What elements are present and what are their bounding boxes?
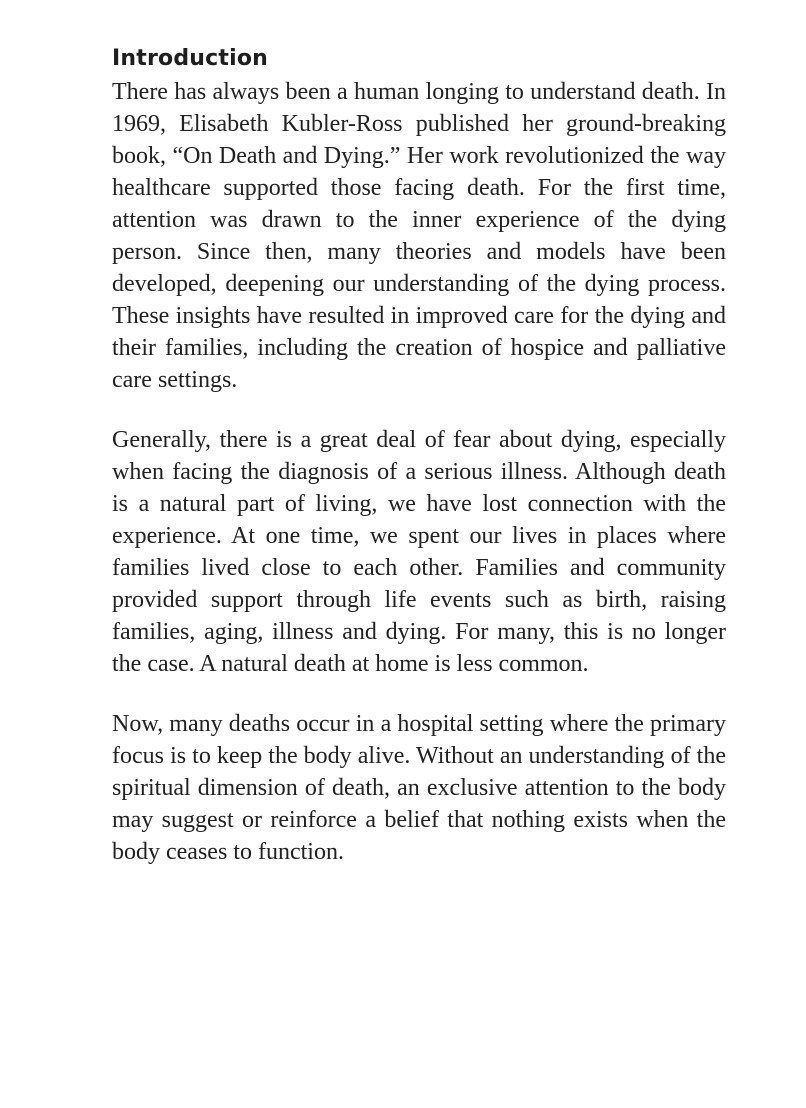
paragraph-2: Generally, there is a great deal of fear about dying, especially when facing the diagnosis of a serious illness. Although death is a natural part of living, we have lost connection with the experience. At one time, we spent our lives in places where families lived close to each other. Families and community provided support through life events such as birth, raising families, aging, illness and dying. For many, this is no longer the case. A natural death at home is less common. [112,427,726,677]
document-page [112,44,726,868]
paragraph-1: There has always been a human longing to understand death. In 1969, Elisabeth Kubler-Ross published her ground-breaking book, “On Death and Dying.” Her work revolutionized the way healthcare supported those facing death. For the first time, attention was drawn to the inner experience of the dying person. Since then, many theories and models have been developed, deepening our understanding of the dying process. These insights have resulted in improved care for the dying and their families, including the creation of hospice and palliative care settings. [112,79,726,393]
paragraph-3: Now, many deaths occur in a hospital setting where the primary focus is to keep the body alive. Without an understanding of the spiritual dimension of death, an exclusive attention to the body may suggest or reinforce a belief that nothing exists when the body ceases to function. [112,711,726,865]
section-heading: Introduction [112,46,269,71]
